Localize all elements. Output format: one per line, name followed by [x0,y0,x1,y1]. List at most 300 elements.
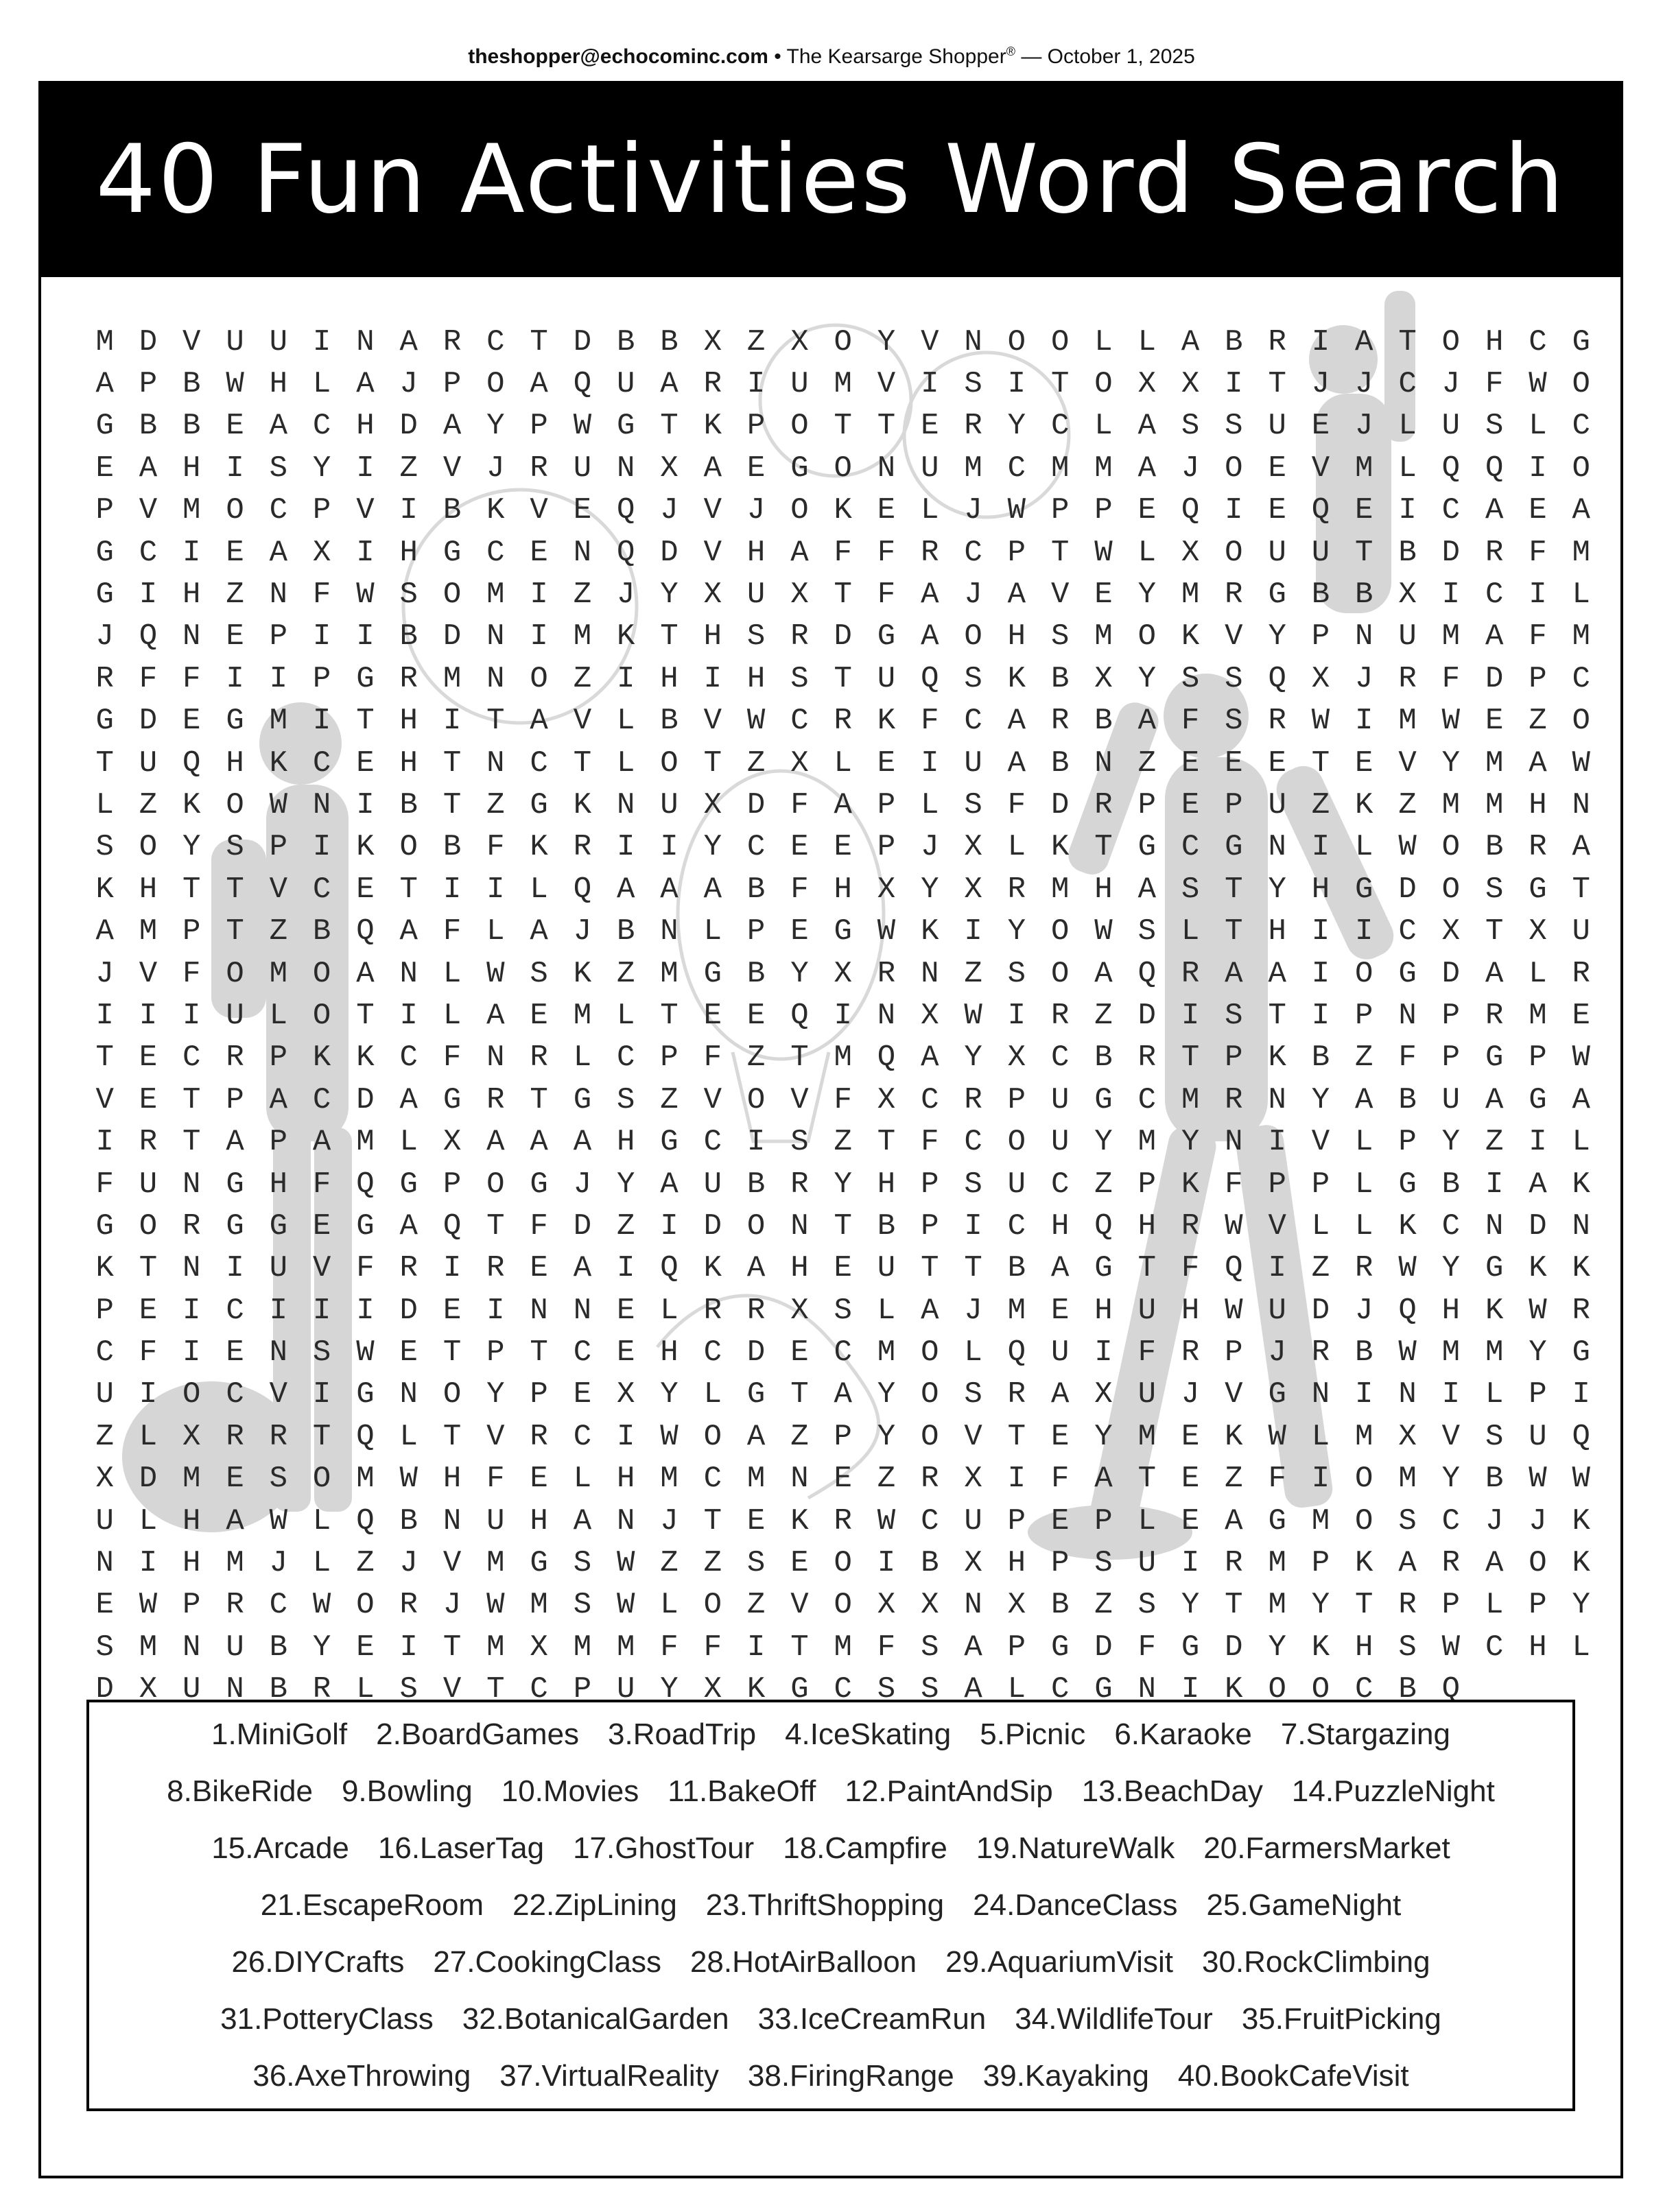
grid-letter: J [1311,367,1330,402]
grid-letter: A [1181,324,1200,359]
grid-letter: P [95,493,114,528]
grid-letter: G [1268,1503,1286,1538]
grid-letter: V [1050,578,1070,613]
grid-letter: R [399,1588,418,1623]
grid-letter: O [746,1209,766,1244]
grid-letter: X [964,1462,982,1497]
grid-letter: Y [1311,1082,1330,1117]
grid-letter: S [1137,1588,1156,1623]
grid-letter: E [1181,787,1200,822]
grid-letter: J [964,578,982,613]
grid-letter: K [1181,619,1200,654]
grid-letter: U [226,324,244,359]
grid-letter: P [1268,1167,1286,1202]
grid-letter: T [486,1672,505,1707]
grid-letter: Z [660,1082,679,1117]
grid-letter: U [573,451,592,486]
grid-letter: N [486,1040,505,1075]
grid-letter: G [1485,1040,1504,1075]
grid-letter: C [1050,1672,1070,1707]
grid-letter: I [1007,367,1026,402]
grid-letter: M [1485,787,1504,822]
grid-letter: T [443,1630,462,1665]
grid-letter: I [182,1335,201,1370]
grid-letter: U [617,367,635,402]
grid-letter: Y [486,409,505,444]
grid-letter: V [703,493,722,528]
grid-letter: Y [1181,1125,1200,1160]
grid-letter: I [139,1546,158,1581]
grid-letter: I [530,619,548,654]
grid-letter: Y [1268,1630,1286,1665]
grid-letter: J [399,1546,418,1581]
grid-letter: P [95,1293,114,1328]
grid-letter: V [964,1419,982,1454]
grid-letter: N [1268,1082,1286,1117]
grid-letter: L [1485,1377,1504,1412]
grid-letter: I [746,367,766,402]
grid-letter: W [660,1419,679,1454]
grid-letter: P [1137,1167,1156,1202]
word-list-item: 31.PotteryClass [220,2002,434,2036]
grid-letter: E [312,1209,331,1244]
grid-letter: K [1572,1546,1590,1581]
grid-letter: T [1225,914,1243,949]
grid-letter: F [921,704,939,739]
grid-letter: W [1398,1251,1417,1286]
grid-letter: N [877,998,896,1033]
grid-letter: Q [182,746,201,781]
grid-letter: W [1572,746,1590,781]
grid-letter: P [573,1672,592,1707]
grid-letter: I [1311,324,1330,359]
grid-letter: P [312,493,331,528]
grid-letter: A [1137,451,1156,486]
grid-letter: Y [790,956,809,991]
grid-letter: A [1485,956,1504,991]
word-list-item: 13.BeachDay [1081,1774,1263,1808]
grid-letter: R [1268,324,1286,359]
grid-letter: P [486,1335,505,1370]
grid-letter: V [269,872,288,907]
grid-letter: A [356,956,375,991]
grid-letter: N [269,578,288,613]
grid-letter: N [356,324,375,359]
grid-letter: B [617,914,635,949]
grid-letter: U [964,746,982,781]
grid-letter: I [1311,1462,1330,1497]
grid-letter: C [1441,493,1461,528]
grid-letter: S [95,830,114,865]
grid-letter: N [182,1630,201,1665]
grid-letter: I [312,1377,331,1412]
word-list-item: 26.DIYCrafts [231,1945,405,1979]
grid-letter: C [1572,661,1590,696]
grid-letter: S [226,830,244,865]
grid-letter: L [1572,1125,1590,1160]
word-list-item: 8.BikeRide [167,1774,313,1808]
grid-letter: M [486,1546,505,1581]
grid-letter: M [834,1630,852,1665]
grid-letter: J [1441,367,1461,402]
grid-letter: E [1181,1419,1200,1454]
grid-letter: P [530,1377,548,1412]
grid-letter: X [964,830,982,865]
grid-letter: B [1050,661,1070,696]
grid-letter: V [312,1251,331,1286]
grid-letter: E [1311,409,1330,444]
grid-letter: N [1137,1672,1156,1707]
grid-letter: X [790,578,809,613]
grid-letter: Z [703,1546,722,1581]
grid-letter: J [486,451,505,486]
grid-letter: F [834,1082,852,1117]
grid-letter: I [399,998,418,1033]
grid-letter: I [877,1546,896,1581]
grid-letter: V [1311,1125,1330,1160]
grid-letter: C [486,535,505,570]
grid-letter: I [312,619,331,654]
grid-letter: F [139,1335,158,1370]
grid-letter: X [703,324,722,359]
grid-letter: W [1441,704,1461,739]
grid-letter: X [1311,661,1330,696]
grid-letter: M [356,1462,375,1497]
grid-letter: J [573,1167,592,1202]
grid-letter: C [1572,409,1590,444]
grid-letter: S [964,1377,982,1412]
grid-letter: O [1441,830,1461,865]
grid-letter: E [573,1377,592,1412]
grid-letter: E [746,998,766,1033]
grid-letter: K [834,493,852,528]
grid-letter: E [617,1335,635,1370]
page-title: 40 Fun Activities Word Search [95,124,1566,235]
grid-letter: P [269,619,288,654]
grid-letter: D [1441,956,1461,991]
grid-letter: L [1572,1630,1590,1665]
grid-letter: U [746,578,766,613]
grid-letter: O [1572,704,1590,739]
grid-letter: T [834,1209,852,1244]
grid-letter: G [1398,956,1417,991]
grid-letter: N [399,956,418,991]
grid-letter: C [312,1082,331,1117]
grid-letter: G [269,1209,288,1244]
grid-letter: O [1007,1125,1026,1160]
grid-letter: P [746,914,766,949]
grid-letter: Z [660,1546,679,1581]
grid-letter: Z [790,1419,809,1454]
grid-letter: X [1137,367,1156,402]
grid-letter: Z [617,956,635,991]
grid-letter: S [312,1335,331,1370]
grid-letter: L [139,1419,158,1454]
grid-letter: P [660,1040,679,1075]
grid-letter: X [1007,1588,1026,1623]
grid-letter: K [312,1040,331,1075]
grid-letter: N [573,1293,592,1328]
grid-letter: R [530,1419,548,1454]
grid-letter: A [1137,872,1156,907]
grid-letter: N [486,661,505,696]
grid-letter: X [877,1082,896,1117]
grid-letter: E [226,1462,244,1497]
grid-letter: A [1572,830,1590,865]
grid-letter: I [182,1293,201,1328]
grid-letter: Z [746,1040,766,1075]
grid-letter: O [226,493,244,528]
grid-letter: C [1007,451,1026,486]
grid-letter: I [703,661,722,696]
grid-letter: D [703,1209,722,1244]
grid-letter: C [921,1503,939,1538]
grid-letter: F [356,1251,375,1286]
grid-letter: R [226,1040,244,1075]
grid-letter: A [1355,324,1373,359]
grid-letter: X [1441,914,1461,949]
grid-letter: V [443,451,462,486]
grid-letter: N [573,535,592,570]
grid-letter: P [269,1125,288,1160]
grid-letter: C [703,1335,722,1370]
grid-letter: G [790,451,809,486]
grid-letter: O [530,661,548,696]
grid-letter: I [182,535,201,570]
grid-letter: S [964,1167,982,1202]
grid-letter: P [1311,1546,1330,1581]
grid-letter: V [1398,746,1417,781]
grid-letter: H [703,619,722,654]
grid-letter: S [746,1546,766,1581]
grid-letter: J [1181,451,1200,486]
grid-letter: P [1529,1377,1547,1412]
grid-letter: B [182,367,201,402]
grid-letter: I [921,746,939,781]
word-list-item: 39.Kayaking [982,2059,1149,2093]
grid-letter: W [1225,1293,1243,1328]
grid-letter: P [1441,1040,1461,1075]
grid-letter: S [1137,914,1156,949]
grid-letter: R [964,409,982,444]
grid-letter: E [1529,493,1547,528]
grid-letter: K [573,787,592,822]
grid-letter: L [1485,1588,1504,1623]
grid-letter: T [834,409,852,444]
grid-letter: N [486,619,505,654]
grid-letter: J [660,1503,679,1538]
grid-letter: I [660,1209,679,1244]
grid-letter: J [1268,1335,1286,1370]
grid-letter: C [139,535,158,570]
title-banner [40,82,1622,277]
grid-letter: H [1137,1209,1156,1244]
grid-letter: F [486,1462,505,1497]
grid-letter: W [1007,493,1026,528]
grid-letter: B [269,1630,288,1665]
grid-letter: C [95,1335,114,1370]
grid-letter: R [1441,1546,1461,1581]
word-list-item: 15.Arcade [211,1831,349,1865]
grid-letter: Y [182,830,201,865]
word-list-item: 5.Picnic [980,1717,1086,1751]
grid-letter: Y [921,872,939,907]
grid-letter: U [139,1167,158,1202]
grid-letter: V [921,324,939,359]
grid-letter: P [1007,1630,1026,1665]
grid-letter: Z [573,661,592,696]
grid-letter: W [356,578,375,613]
grid-letter: T [95,746,114,781]
grid-letter: C [1007,1209,1026,1244]
grid-letter: B [746,956,766,991]
grid-letter: M [139,1630,158,1665]
grid-letter: K [95,872,114,907]
grid-letter: K [617,619,635,654]
grid-letter: D [1398,872,1417,907]
grid-letter: R [1007,1377,1026,1412]
grid-letter: G [1268,578,1286,613]
grid-letter: M [1572,535,1590,570]
grid-letter: O [1050,324,1070,359]
grid-letter: H [269,367,288,402]
grid-letter: L [312,1546,331,1581]
grid-letter: N [226,1672,244,1707]
grid-letter: Z [1094,1588,1113,1623]
grid-letter: P [312,661,331,696]
grid-letter: I [443,1251,462,1286]
grid-letter: P [1050,493,1070,528]
grid-letter: U [1529,1419,1547,1454]
grid-letter: M [1529,998,1547,1033]
grid-letter: W [1572,1040,1590,1075]
grid-letter: G [226,704,244,739]
grid-letter: T [1050,367,1070,402]
grid-letter: N [921,956,939,991]
grid-letter: U [1268,535,1286,570]
grid-letter: F [703,1040,722,1075]
grid-letter: A [1485,1082,1504,1117]
grid-letter: Y [660,1672,679,1707]
grid-letter: T [95,1040,114,1075]
grid-letter: P [530,409,548,444]
grid-letter: C [1485,1630,1504,1665]
grid-letter: G [356,1209,375,1244]
grid-letter: I [1311,914,1330,949]
grid-letter: E [399,1335,418,1370]
grid-letter: I [1311,956,1330,991]
grid-letter: K [921,914,939,949]
grid-letter: B [1485,1462,1504,1497]
grid-letter: O [1529,1546,1547,1581]
word-list-item: 37.VirtualReality [499,2059,719,2093]
grid-letter: A [573,1125,592,1160]
grid-letter: J [399,367,418,402]
grid-letter: G [703,956,722,991]
word-list-item: 11.BakeOff [668,1774,816,1808]
grid-letter: I [1094,1335,1113,1370]
grid-letter: K [1225,1419,1243,1454]
grid-letter: A [703,872,722,907]
grid-letter: L [1355,1167,1373,1202]
grid-letter: Q [356,1419,375,1454]
word-list-item: 21.EscapeRoom [260,1888,484,1922]
word-list-item: 25.GameNight [1206,1888,1402,1922]
grid-letter: I [617,1251,635,1286]
grid-letter: X [703,578,722,613]
word-list-item: 32.BotanicalGarden [462,2002,729,2036]
grid-letter: V [486,1419,505,1454]
grid-letter: G [95,1209,114,1244]
grid-letter: Q [660,1251,679,1286]
grid-letter: O [486,1167,505,1202]
grid-letter: N [617,1503,635,1538]
grid-letter: S [1225,409,1243,444]
grid-letter: Y [964,1040,982,1075]
grid-letter: W [1094,914,1113,949]
grid-letter: D [1529,1209,1547,1244]
grid-letter: A [1572,493,1590,528]
grid-letter: R [964,1082,982,1117]
grid-letter: V [182,324,201,359]
grid-letter: L [1572,578,1590,613]
grid-letter: U [1441,1082,1461,1117]
grid-letter: X [1181,535,1200,570]
grid-letter: O [1311,1672,1330,1707]
grid-letter: B [1311,1040,1330,1075]
grid-letter: O [1225,535,1243,570]
grid-letter: H [1050,1209,1070,1244]
grid-letter: P [269,1040,288,1075]
grid-letter: S [1225,661,1243,696]
grid-letter: I [269,661,288,696]
grid-letter: E [226,619,244,654]
grid-letter: E [834,830,852,865]
grid-letter: G [1529,872,1547,907]
word-list-row [89,1934,1572,1991]
grid-letter: W [1225,1209,1243,1244]
grid-letter: S [790,1125,809,1160]
grid-letter: I [139,578,158,613]
word-list-item: 4.IceSkating [785,1717,952,1751]
grid-letter: V [1225,1377,1243,1412]
grid-letter: N [182,1251,201,1286]
grid-letter: B [1441,1167,1461,1202]
grid-letter: B [660,704,679,739]
grid-letter: P [834,1419,852,1454]
grid-letter: E [1355,493,1373,528]
grid-letter: E [1268,493,1286,528]
grid-letter: E [226,1335,244,1370]
grid-letter: R [921,1462,939,1497]
grid-letter: R [399,661,418,696]
grid-letter: H [1268,914,1286,949]
grid-letter: D [1050,787,1070,822]
grid-letter: L [399,1125,418,1160]
grid-letter: E [1355,746,1373,781]
grid-letter: Y [1181,1588,1200,1623]
grid-letter: B [617,324,635,359]
word-list-item: 14.PuzzleNight [1291,1774,1495,1808]
grid-letter: X [1398,578,1417,613]
grid-letter: A [660,1167,679,1202]
grid-letter: L [1355,1209,1373,1244]
grid-letter: S [1094,1546,1113,1581]
grid-letter: O [1225,451,1243,486]
grid-letter: M [746,1462,766,1497]
grid-letter: I [530,578,548,613]
grid-letter: S [1225,998,1243,1033]
